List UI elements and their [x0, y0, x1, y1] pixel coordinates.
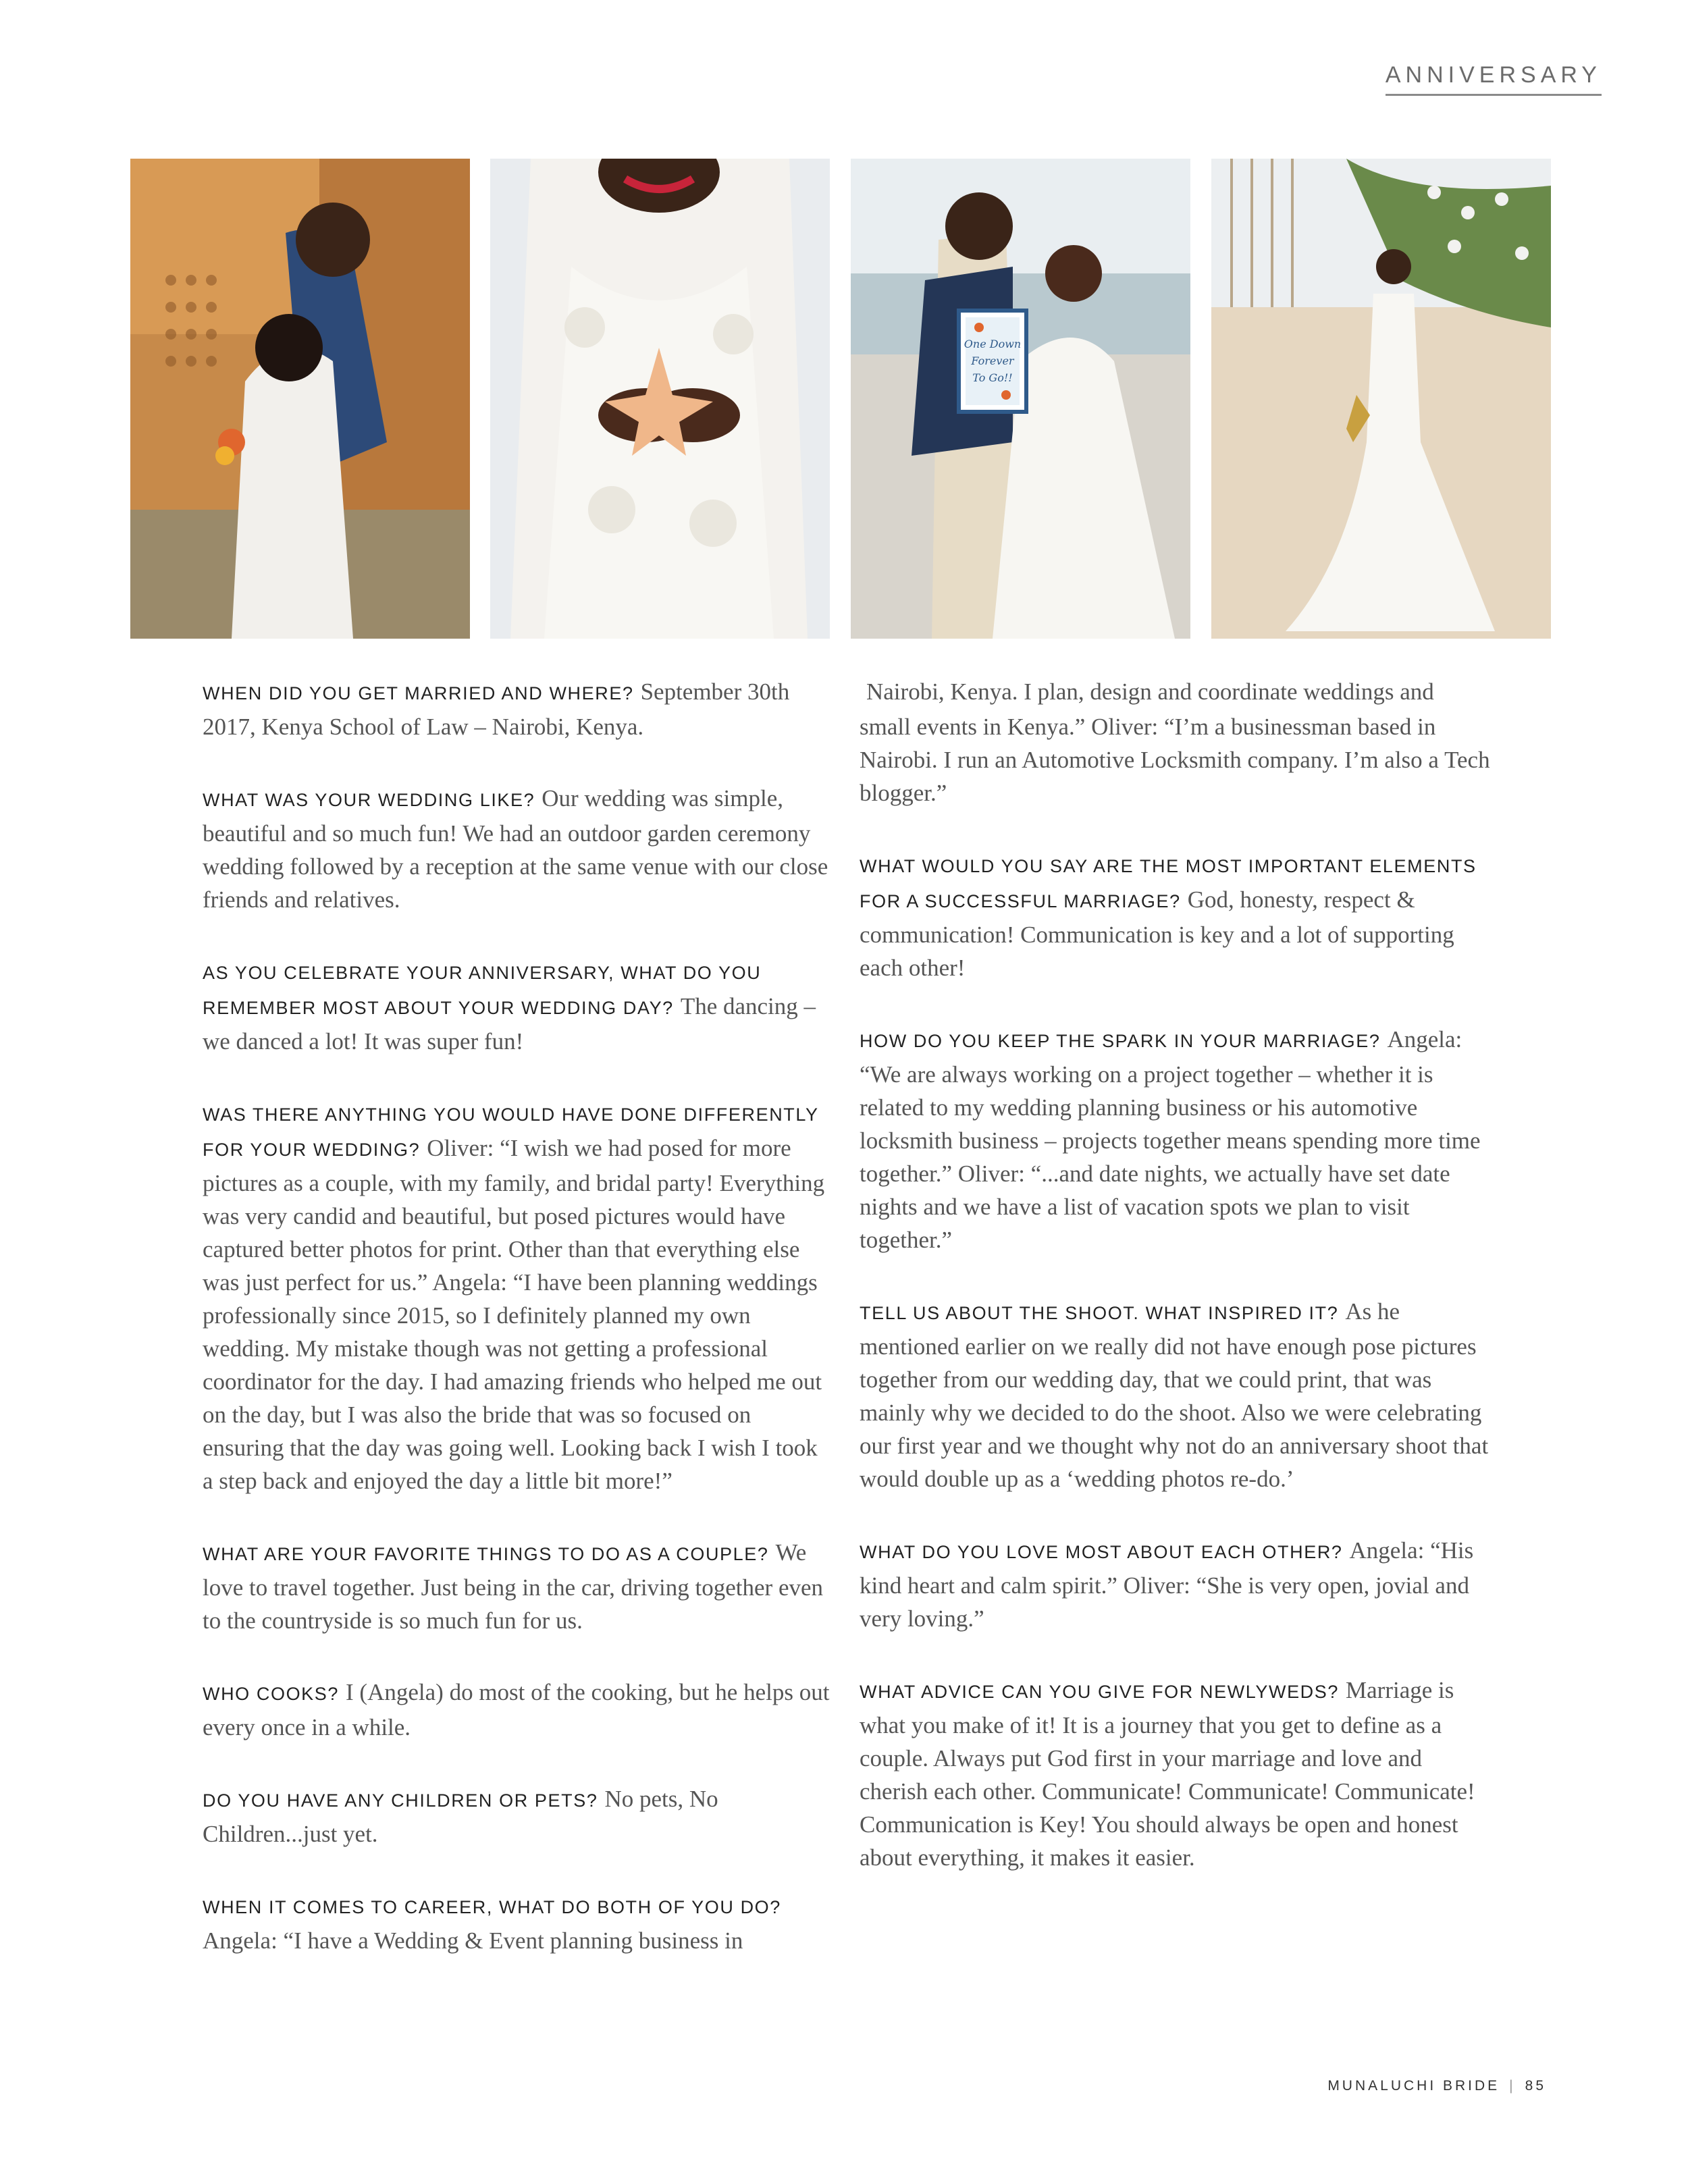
- svg-text:To Go!!: To Go!!: [972, 371, 1013, 384]
- publication-name: MUNALUCHI BRIDE: [1327, 2078, 1500, 2094]
- question: DO YOU HAVE ANY CHILDREN OR PETS?: [203, 1790, 598, 1811]
- qa-item: [203, 1782, 834, 1850]
- question: WHAT WOULD YOU SAY ARE THE MOST IMPORTANT ELEMENTS FOR A SUCCESSFUL MARRIAGE?: [860, 856, 1477, 911]
- left-column: [203, 675, 834, 1996]
- question: WAS THERE ANYTHING YOU WOULD HAVE DONE DIFFERENTLY FOR YOUR WEDDING?: [203, 1104, 819, 1160]
- question: WHO COOKS?: [203, 1684, 340, 1704]
- question: WHAT WAS YOUR WEDDING LIKE?: [203, 790, 535, 810]
- answer: The dancing – we danced a lot! It was super fun!: [203, 993, 816, 1055]
- qa-item: [203, 1096, 834, 1497]
- answer: Angela: “We are always working on a project together – whether it is related to my wedding planning business or his automotive locksmith business – projects together means spending more time together.” Oliver: “...and date nights, we actually have set date nights and we have a list of vacation spots we plan to visit together.”: [860, 1026, 1481, 1253]
- qa-item: [860, 848, 1491, 984]
- qa-item: [203, 675, 834, 743]
- question: WHEN DID YOU GET MARRIED AND WHERE?: [203, 683, 634, 703]
- svg-text:One Down: One Down: [964, 338, 1022, 350]
- qa-item: [860, 1674, 1491, 1874]
- answer: September 30th 2017, Kenya School of Law – Nairobi, Kenya.: [203, 678, 790, 740]
- question: WHAT DO YOU LOVE MOST ABOUT EACH OTHER?: [860, 1542, 1343, 1562]
- question: TELL US ABOUT THE SHOOT. WHAT INSPIRED IT?: [860, 1303, 1339, 1323]
- qa-item: [860, 1023, 1491, 1256]
- qa-item: [203, 782, 834, 916]
- qa-item: [860, 675, 1491, 809]
- question: WHEN IT COMES TO CAREER, WHAT DO BOTH OF YOU DO?: [203, 1897, 781, 1917]
- answer: We love to travel together. Just being in the car, driving together even to the countryside is so much fun for us.: [203, 1539, 824, 1634]
- photo-couple-beach-sign: [851, 159, 1190, 639]
- answer: Marriage is what you make of it! It is a journey that you get to define as a couple. Always put God first in your marriage and love and cherish each other. Communicate! Communicate! Communicate! Communication is Key! You should always be open and honest about everything, it makes it easier.: [860, 1677, 1475, 1871]
- photo-bride-walking: [1211, 159, 1551, 639]
- qa-item: [860, 1295, 1491, 1495]
- photo-bride-starfish: [490, 159, 830, 639]
- question: WHAT ARE YOUR FAVORITE THINGS TO DO AS A COUPLE?: [203, 1544, 769, 1564]
- answer: Nairobi, Kenya. I plan, design and coordinate weddings and small events in Kenya.” Oliver: “I’m a businessman based in Nairobi. I run an Automotive Locksmith company. I’m also a Tech blogger.”: [860, 678, 1490, 806]
- answer: Oliver: “I wish we had posed for more pictures as a couple, with my family, and bridal party! Everything was very candid and beautiful, but posed pictures would have captured better photos for print. Other than that everything else was just perfect for us.” Angela: “I have been planning weddings professionally since 2015, so I definitely planned my own wedding. My mistake though was not getting a professional coordinator for the day. I had amazing friends who helped me out on the day, but I was also the bride that was so focused on ensuring that the day was going well. Looking back I wish I took a step back and enjoyed the day a little bit more!”: [203, 1135, 825, 1494]
- answer: I (Angela) do most of the cooking, but he helps out every once in a while.: [203, 1679, 830, 1740]
- qa-item: [860, 1534, 1491, 1635]
- section-label: ANNIVERSARY: [1386, 62, 1602, 96]
- answer: Our wedding was simple, beautiful and so much fun! We had an outdoor garden ceremony wedding followed by a reception at the same venue with our close friends and relatives.: [203, 785, 828, 913]
- qa-item: [203, 955, 834, 1058]
- question: AS YOU CELEBRATE YOUR ANNIVERSARY, WHAT DO YOU REMEMBER MOST ABOUT YOUR WEDDING DAY?: [203, 963, 762, 1018]
- right-column: [860, 675, 1491, 1913]
- answer: Angela: “I have a Wedding & Event planning business in: [203, 1927, 743, 1954]
- answer: As he mentioned earlier on we really did not have enough pose pictures together from our wedding day, that we could print, that was mainly why we decided to do the shoot. Also we were celebrating our first year and we thought why not do an anniversary shoot that would double up as a ‘wedding photos re-do.’: [860, 1298, 1489, 1492]
- answer: God, honesty, respect & communication! Communication is key and a lot of supporting each other!: [860, 886, 1454, 981]
- qa-item: [203, 1676, 834, 1744]
- svg-text:Forever: Forever: [971, 354, 1014, 367]
- answer: Angela: “His kind heart and calm spirit.” Oliver: “She is very open, jovial and very loving.”: [860, 1537, 1474, 1632]
- answer: No pets, No Children...just yet.: [203, 1786, 718, 1847]
- question: HOW DO YOU KEEP THE SPARK IN YOUR MARRIAGE?: [860, 1031, 1381, 1051]
- question: WHAT ADVICE CAN YOU GIVE FOR NEWLYWEDS?: [860, 1682, 1340, 1702]
- page-footer: [1327, 2078, 1546, 2094]
- footer-separator: |: [1509, 2078, 1516, 2094]
- qa-item: [203, 1536, 834, 1637]
- photo-couple-embrace: [130, 159, 470, 639]
- qa-item: [203, 1889, 834, 1957]
- page-number: 85: [1525, 2078, 1546, 2094]
